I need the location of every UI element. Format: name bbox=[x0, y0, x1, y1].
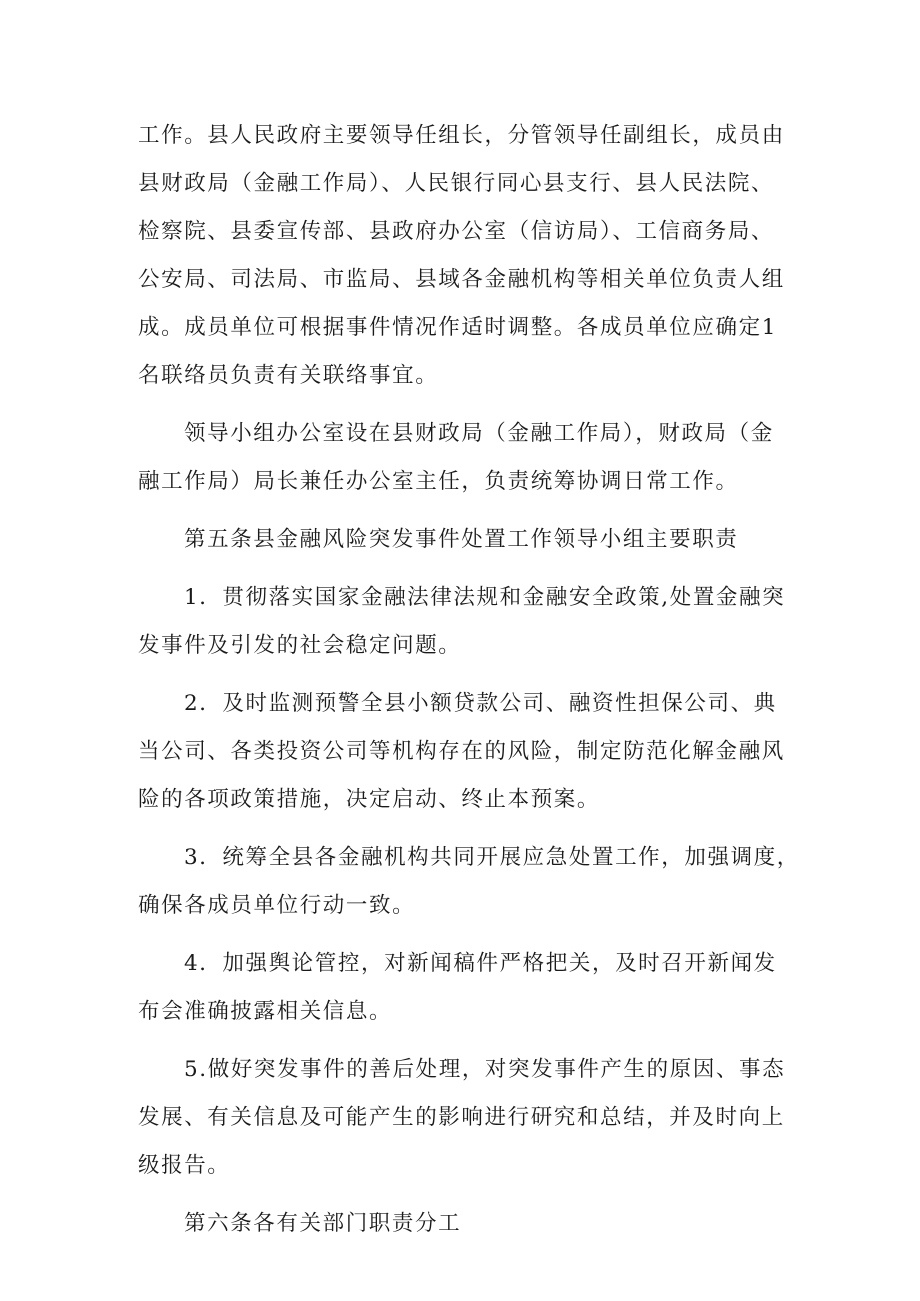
text-line: 当公司、各类投资公司等机构存在的风险，制定防范化解金融风 bbox=[138, 739, 785, 764]
text-line: 检察院、县委宣传部、县政府办公室（信访局）、工信商务局、 bbox=[138, 219, 775, 244]
text-line: 2．及时监测预警全县小额贷款公司、融资性担保公司、典 bbox=[184, 691, 777, 716]
text-line: 布会准确披露相关信息。 bbox=[138, 999, 393, 1024]
article-6-heading bbox=[138, 1200, 798, 1248]
text-line: 险的各项政策措施，决定启动、终止本预案。 bbox=[138, 787, 601, 812]
text-line: 确保各成员单位行动一致。 bbox=[138, 893, 416, 918]
text-line: 第六条各有关部门职责分工 bbox=[184, 1211, 462, 1236]
text-line: 第五条县金融风险突发事件处置工作领导小组主要职责 bbox=[184, 527, 739, 552]
duty-item-4 bbox=[138, 940, 798, 1036]
text-line: 融工作局）局长兼任办公室主任，负责统筹协调日常工作。 bbox=[138, 469, 739, 494]
duty-item-2 bbox=[138, 680, 798, 824]
text-line: 5.做好突发事件的善后处理，对突发事件产生的原因、事态 bbox=[184, 1057, 786, 1082]
text-line: 名联络员负责有关联络事宜。 bbox=[138, 363, 439, 388]
paragraph-office-setup bbox=[138, 410, 798, 506]
text-line: 领导小组办公室设在县财政局（金融工作局），财政局（金 bbox=[184, 421, 774, 446]
duty-item-3 bbox=[138, 834, 798, 930]
text-line: 工作。县人民政府主要领导任组长，分管领导任副组长，成员由 bbox=[138, 123, 785, 148]
text-line: 3．统筹全县各金融机构共同开展应急处置工作，加强调度， bbox=[184, 845, 800, 870]
text-line: 1．贯彻落实国家金融法律法规和金融安全政策,处置金融突 bbox=[184, 585, 786, 610]
duty-item-1 bbox=[138, 574, 798, 670]
text-line: 公安局、司法局、市监局、县域各金融机构等相关单位负责人组 bbox=[138, 267, 785, 292]
article-5-heading bbox=[138, 516, 798, 564]
paragraph-leadership-group-members bbox=[138, 112, 798, 400]
document-page bbox=[138, 112, 798, 1258]
text-line: 成。成员单位可根据事件情况作适时调整。各成员单位应确定1 bbox=[138, 315, 777, 340]
text-line: 发展、有关信息及可能产生的影响进行研究和总结，并及时向上 bbox=[138, 1105, 785, 1130]
text-line: 县财政局（金融工作局）、人民银行同心县支行、县人民法院、 bbox=[138, 171, 775, 196]
text-line: 级报告。 bbox=[138, 1153, 231, 1178]
text-line: 4．加强舆论管控，对新闻稿件严格把关，及时召开新闻发 bbox=[184, 951, 777, 976]
duty-item-5 bbox=[138, 1046, 798, 1190]
text-line: 发事件及引发的社会稳定问题。 bbox=[138, 633, 462, 658]
